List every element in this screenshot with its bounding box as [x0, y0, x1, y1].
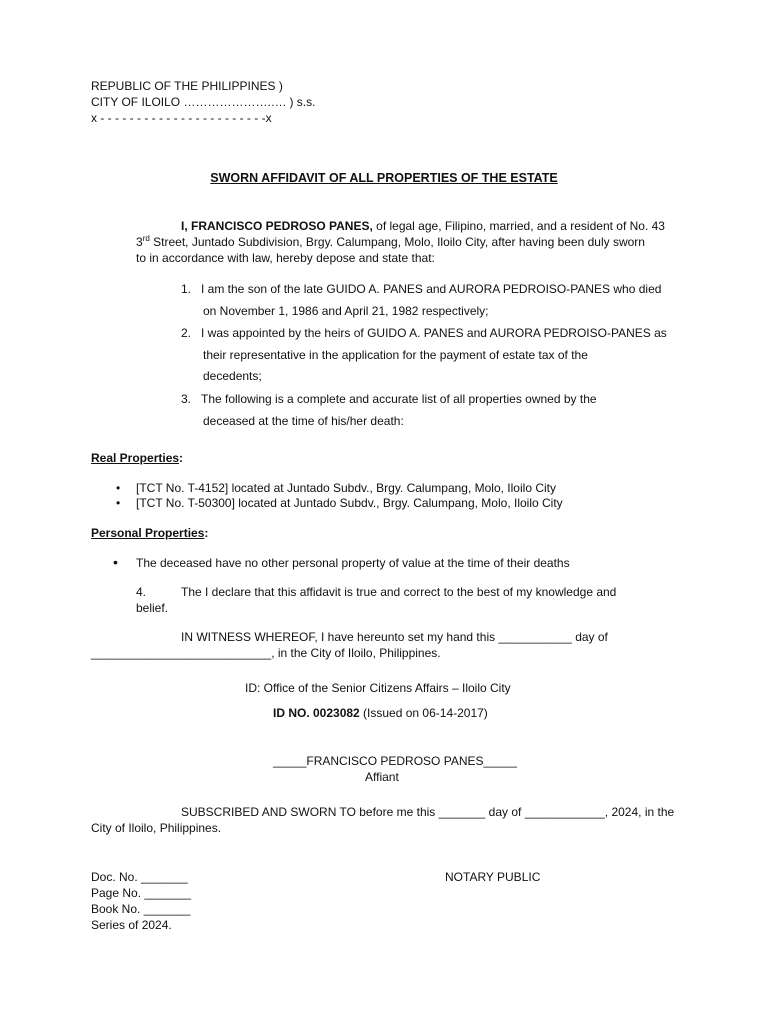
- series: Series of 2024.: [91, 918, 172, 932]
- real-properties-label: Real Properties: [91, 451, 180, 465]
- item-4-line-2: belief.: [136, 601, 169, 615]
- subscribed-line-1: SUBSCRIBED AND SWORN TO before me this _______ day of ____________, 2024, in the: [181, 805, 675, 819]
- item-2-line-3: decedents;: [203, 369, 262, 383]
- real-properties-colon: :: [179, 451, 184, 465]
- venue-city: CITY OF ILOILO ………………….…. ) s.s.: [91, 95, 316, 109]
- item-2-line-1: I was appointed by the heirs of GUIDO A. PANES and AURORA PEDROISO-PANES as: [201, 326, 667, 340]
- affiant-name-intro: I, FRANCISCO PEDROSO PANES,: [181, 219, 373, 233]
- item-1-line-1: I am the son of the late GUIDO A. PANES and AURORA PEDROISO-PANES who died: [201, 282, 662, 296]
- intro-line-2: [136, 235, 645, 250]
- venue-separator: x - - - - - - - - - - - - - - - - - - - - - - -x: [91, 111, 272, 125]
- intro-line-1-text: of legal age, Filipino, married, and a resident of No. 43: [372, 219, 665, 233]
- item-3-number: 3.: [181, 392, 192, 406]
- bullet-icon: •: [116, 481, 121, 495]
- street-suffix: rd: [142, 234, 150, 243]
- bullet-icon: •: [116, 496, 121, 510]
- personal-properties-label: Personal Properties: [91, 526, 205, 540]
- page-number: Page No. _______: [91, 886, 192, 900]
- item-3-line-2: deceased at the time of his/her death:: [203, 414, 404, 428]
- book-number: Book No. _______: [91, 902, 191, 916]
- personal-property-item-1: The deceased have no other personal property of value at the time of their deaths: [136, 556, 570, 570]
- notary-public-label: NOTARY PUBLIC: [445, 870, 541, 884]
- witness-line-1: IN WITNESS WHEREOF, I have hereunto set my hand this ___________ day of: [181, 630, 608, 644]
- document-title: SWORN AFFIDAVIT OF ALL PROPERTIES OF THE ESTATE: [210, 171, 558, 185]
- witness-line-2: ___________________________, in the City of Iloilo, Philippines.: [91, 646, 441, 660]
- item-1-number: 1.: [181, 282, 192, 296]
- personal-properties-heading: [91, 526, 208, 541]
- id-number: ID NO. 0023082: [273, 706, 360, 720]
- real-property-item-2: [TCT No. T-50300] located at Juntado Subdv., Brgy. Calumpang, Molo, Iloilo City: [136, 496, 563, 510]
- affiant-label: Affiant: [365, 770, 399, 784]
- id-number-line: [273, 706, 488, 721]
- item-2-line-2: their representative in the application for the payment of estate tax of the: [203, 348, 588, 362]
- item-4-number: 4.: [136, 585, 147, 599]
- intro-line-3: to in accordance with law, hereby depose and state that:: [136, 251, 435, 265]
- item-3-line-1: The following is a complete and accurate list of all properties owned by the: [201, 392, 597, 406]
- subscribed-line-2: City of Iloilo, Philippines.: [91, 821, 222, 835]
- item-1-line-2: on November 1, 1986 and April 21, 1982 respectively;: [203, 304, 489, 318]
- item-4-line-1: The I declare that this affidavit is true and correct to the best of my knowledge and: [181, 585, 617, 599]
- personal-properties-colon: :: [204, 526, 209, 540]
- id-issued: (Issued on 06-14-2017): [359, 706, 488, 720]
- real-properties-heading: [91, 451, 183, 466]
- intro-line-2-text: Street, Juntado Subdivision, Brgy. Calumpang, Molo, Iloilo City, after having been duly sworn: [149, 235, 645, 249]
- venue-republic: REPUBLIC OF THE PHILIPPINES ): [91, 79, 283, 93]
- id-office: ID: Office of the Senior Citizens Affairs – Iloilo City: [245, 681, 511, 695]
- real-property-item-1: [TCT No. T-4152] located at Juntado Subdv., Brgy. Calumpang, Molo, Iloilo City: [136, 481, 556, 495]
- doc-number: Doc. No. _______: [91, 870, 188, 884]
- item-2-number: 2.: [181, 326, 192, 340]
- street-number: 3: [136, 235, 143, 249]
- bullet-icon: •: [113, 554, 118, 570]
- intro-line-1: [181, 219, 665, 234]
- affiant-signature-line: _____FRANCISCO PEDROSO PANES_____: [273, 754, 517, 768]
